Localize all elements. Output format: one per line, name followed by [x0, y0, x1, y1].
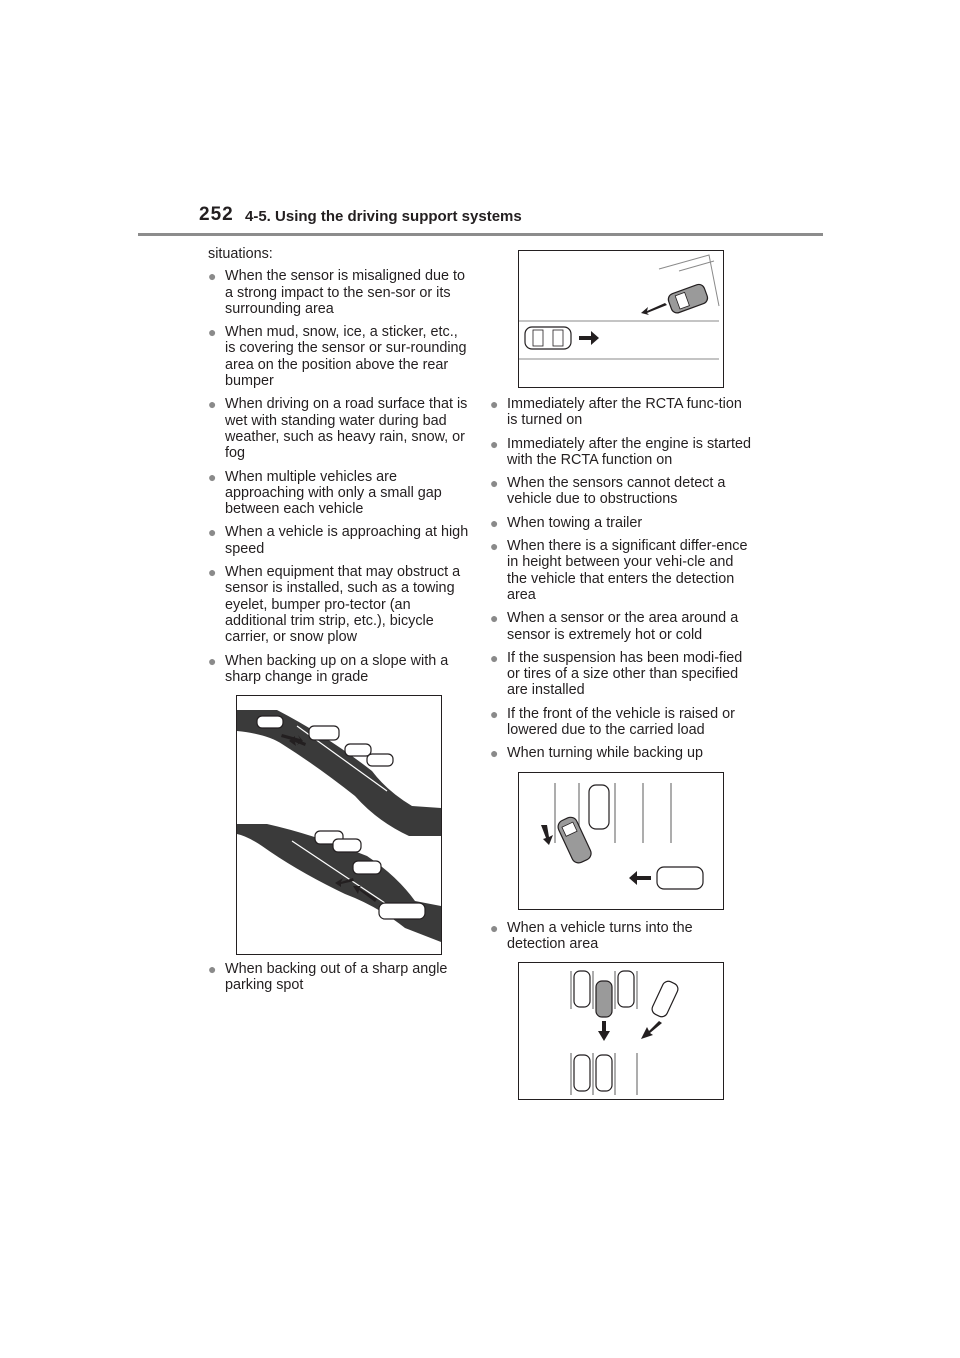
list-item-text: When a vehicle turns into the detection area	[507, 919, 693, 952]
list-item	[490, 706, 752, 739]
bullet-icon: ●	[490, 745, 499, 762]
list-item	[490, 515, 752, 531]
bullet-icon: ●	[208, 564, 217, 581]
list-item	[208, 268, 470, 317]
bullet-icon: ●	[208, 652, 217, 669]
bullet-icon: ●	[208, 961, 217, 978]
list-item-text: Immediately after the engine is started with the RCTA function on	[507, 435, 751, 468]
list-item-text: If the suspension has been modi-fied or tires of a size other than specified are installed	[507, 649, 743, 699]
list-item	[208, 469, 470, 518]
bullet-icon: ●	[490, 396, 499, 412]
list-item-text: When a vehicle is approaching at high speed	[225, 524, 469, 557]
slope-figure	[236, 695, 442, 955]
bullet-icon: ●	[490, 705, 499, 722]
bullet-icon: ●	[490, 475, 499, 492]
bullet-icon: ●	[490, 649, 499, 666]
list-item-text: When the sensor is misaligned due to a strong impact to the sen-sor or its surrounding area	[225, 268, 465, 317]
intro-text: situations:	[208, 246, 273, 262]
list-item-text: When there is a significant differ-ence in height between your vehi-cle and the vehicle that enters the detection area	[507, 538, 748, 603]
bullet-icon: ●	[490, 610, 499, 627]
list-item-text: When a sensor or the area around a sensor is extremely hot or cold	[507, 610, 739, 643]
list-item	[490, 610, 752, 643]
list-item-text: When multiple vehicles are approaching with only a small gap between each vehicle	[225, 468, 442, 518]
list-item	[208, 961, 470, 994]
bullet-icon: ●	[208, 268, 217, 285]
bullet-icon: ●	[490, 514, 499, 531]
list-item-text: When driving on a road surface that is wet with standing water during bad weather, such as heavy rain, snow, or fog	[225, 396, 468, 462]
section-title: 4-5. Using the driving support systems	[245, 208, 522, 225]
list-item	[490, 650, 752, 699]
bullet-icon: ●	[208, 468, 217, 485]
bullet-icon: ●	[208, 324, 217, 341]
left-column	[208, 246, 470, 1001]
list-item-text: If the front of the vehicle is raised or lowered due to the carried load	[507, 705, 735, 739]
list-item-text: When mud, snow, ice, a sticker, etc., is covering the sensor or sur-rounding area on the position above the rear bumper	[225, 324, 467, 390]
list-item	[208, 653, 470, 686]
list-item	[208, 564, 470, 645]
list-item-text: When the sensors cannot detect a vehicle due to obstructions	[507, 475, 726, 508]
turn-in-figure	[518, 962, 724, 1100]
list-item	[490, 538, 752, 603]
bullet-icon: ●	[208, 524, 217, 541]
bullet-icon: ●	[490, 919, 499, 936]
list-item-text: Immediately after the RCTA func-tion is turned on	[507, 396, 742, 429]
bullet-icon: ●	[208, 396, 217, 413]
list-item	[208, 324, 470, 389]
bullet-icon: ●	[490, 435, 499, 452]
list-item	[490, 396, 752, 429]
list-item	[490, 475, 752, 508]
angle-parking-figure	[518, 250, 724, 388]
list-item-text: When towing a trailer	[507, 514, 643, 531]
list-item	[490, 436, 752, 469]
list-item	[490, 920, 752, 953]
list-item-text: When backing up on a slope with a sharp change in grade	[225, 652, 449, 685]
list-item	[208, 396, 470, 461]
list-item	[490, 745, 752, 761]
page-number: 252	[199, 204, 234, 225]
list-item-text: When turning while backing up	[507, 745, 703, 762]
list-item-text: When backing out of a sharp angle parking spot	[225, 961, 448, 994]
header-rule	[138, 233, 823, 236]
list-item	[208, 524, 470, 557]
list-item-text: When equipment that may obstruct a sensor is installed, such as a towing eyelet, bumper pro-tector (an additional trim strip, etc.), bicycle carrier, or snow plow	[225, 564, 461, 646]
turning-figure	[518, 772, 724, 910]
right-column	[490, 246, 752, 1106]
bullet-icon: ●	[490, 538, 499, 555]
